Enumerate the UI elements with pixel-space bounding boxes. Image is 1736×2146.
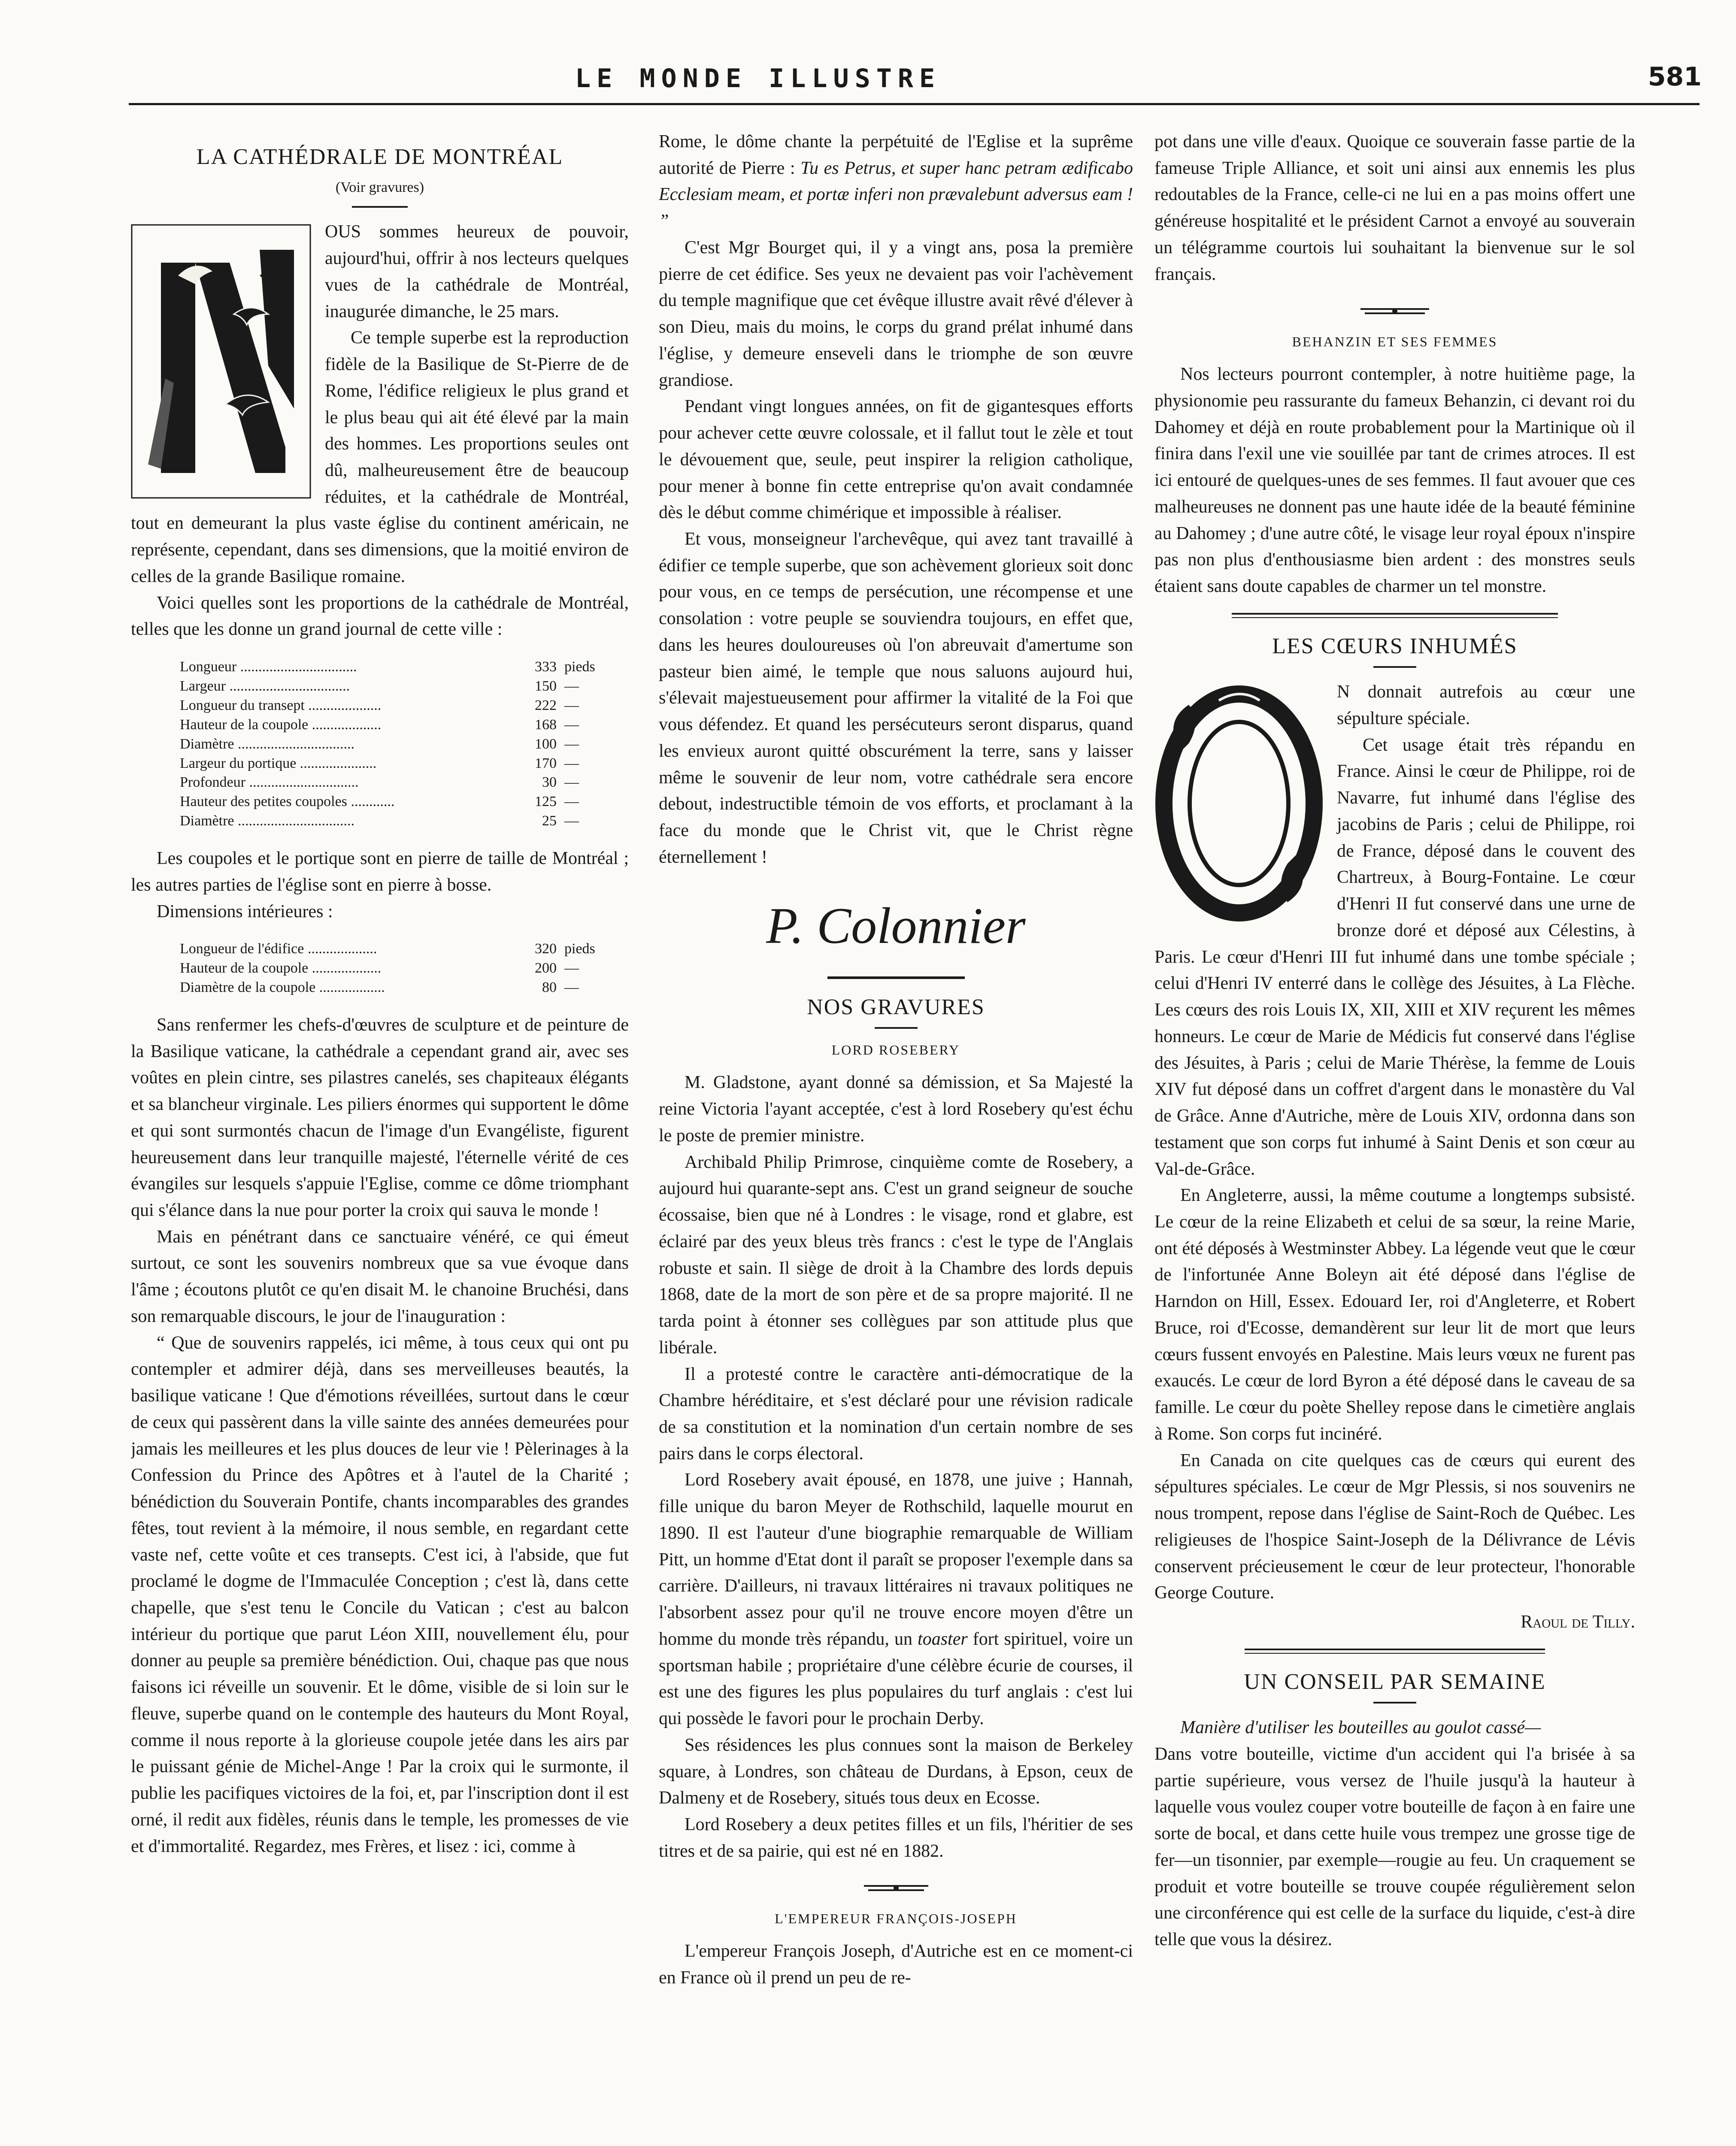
dimension-value: 80 <box>542 979 557 995</box>
text-run: fort spirituel, voire un sportsman habile ; propriétaire d'une célèbre écurie de courses, il est une des figures les plus populaires du turf anglais : c'est lui qui possède le favori pour le prochain Derby. <box>659 1629 1133 1729</box>
article-title-cathedrale: LA CATHÉDRALE DE MONTRÉAL <box>196 145 564 169</box>
dimension-row <box>178 978 597 997</box>
dimension-row <box>178 735 597 754</box>
dimension-label: Longueur ................................ <box>180 659 357 675</box>
dimension-value: 100 <box>535 736 557 752</box>
journal-title: LE MONDE ILLUSTRE <box>575 64 941 94</box>
paragraph: En Angleterre, aussi, la même coutume a longtemps subsisté. Le cœur de la reine Elizabeth et celui de sa sœur, la reine Marie, ont été déposés à Westminster Abbey. La légende veut que le cœur de l'infortunée Anne Boleyn ait été déposé dans l'église de Harndon on Hill, Essex. Edouard Ier, roi d'Angleterre, et Robert Bruce, roi d'Ecosse, demandèrent sur leur lit de mort que leurs cœurs fussent envoyés en Palestine. Mais leurs vœux ne furent pas exaucés. Le cœur de lord Byron a été déposé dans le caveau de sa famille. Le cœur du poète Shelley repose dans le cimetière anglais à Rome. Son corps fut incinéré. <box>1154 1185 1635 1444</box>
dimension-unit: — <box>564 736 579 752</box>
dimension-label: Longueur du transept .................... <box>180 697 382 713</box>
dimension-row <box>178 959 597 978</box>
emphasis: toaster <box>918 1629 968 1649</box>
latin-quote: Tu es Petrus, et super hanc petram ædificabo Ecclesiam meam, et portæ inferi non prævalebunt adversus eam ! ” <box>659 158 1133 231</box>
dimension-label: Profondeur .............................. <box>180 774 359 791</box>
advice-subtitle: Manière d'utiliser les bouteilles au goulot cassé— <box>1180 1718 1541 1738</box>
paragraph: Mais en pénétrant dans ce sanctuaire vénéré, ce qui émeut surtout, ce sont les souvenirs nombreux que sa vue évoque dans l'âme ; écoutons plutôt ce qu'en disait M. le chanoine Bruchési, dans son remarquable discours, le jour de l'inauguration : <box>131 1227 629 1326</box>
paragraph <box>659 1467 1133 1732</box>
paragraph: Voici quelles sont les proportions de la cathédrale de Montréal, telles que les donne un grand journal de cette ville : <box>131 593 629 640</box>
dimension-label: Hauteur des petites coupoles ............ <box>180 794 395 810</box>
dimension-row <box>178 754 597 773</box>
paragraph: Dans votre bouteille, victime d'un accident qui l'a brisée à sa partie supérieure, vous versez de l'huile jusqu'à la hauteur à laquelle vous voulez couper votre bouteille de façon à en faire une sorte de bocal, et dans cette huile vous trempez une grosse tige de fer—un tisonnier, par exemple—rougie au feu. Un craquement se produit et votre bouteille se trouve coupée régulièrement selon une circonférence qui est celle de la surface du liquide, c'est-à dire telle que vous la désirez. <box>1154 1744 1635 1950</box>
section-subtitle: BEHANZIN ET SES FEMMES <box>1292 334 1498 350</box>
dimension-value: 200 <box>535 960 557 976</box>
title-rule <box>1373 1702 1416 1703</box>
column-1 <box>131 129 629 2146</box>
section-subtitle: LORD ROSEBERY <box>831 1042 960 1058</box>
dimension-label: Diamètre ................................ <box>180 736 354 752</box>
dimension-row <box>178 677 597 696</box>
dimension-value: 125 <box>535 794 557 810</box>
dimension-label: Hauteur de la coupole ................... <box>180 716 382 733</box>
dimension-value: 170 <box>535 755 557 771</box>
paragraph: En Canada on cite quelques cas de cœurs qui eurent des sépultures spéciales. Le cœur de Mgr Plessis, si nos souvenirs ne nous trompent, repose dans l'église de Saint-Roch de Québec. Les religieuses de l'hospice Saint-Joseph de la Délivrance de Lévis conservent précieusement le cœur de leur protecteur, l'honorable George Couture. <box>1154 1450 1635 1603</box>
column-3 <box>1154 129 1635 2146</box>
paragraph: M. Gladstone, ayant donné sa démission, et Sa Majesté la reine Victoria l'ayant acceptée, c'est à lord Rosebery qu'est échu le poste de premier ministre. <box>659 1073 1133 1146</box>
section-title-conseil: UN CONSEIL PAR SEMAINE <box>1244 1669 1546 1694</box>
text-run: Rome, le dôme chante la perpétuité de l'Eglise et la suprême autorité de Pierre : <box>659 132 1133 178</box>
paragraph: C'est Mgr Bourget qui, il y a vingt ans, posa la première pierre de cet édifice. Ses yeux ne devaient pas voir l'achèvement du temple magnifique que cet évêque illustre avait rêvé d'élever à son Dieu, mais du moins, le corps du grand prélat inhumé dans l'église, y demeure enseveli dans le triomphe de son œuvre grandiose. <box>659 237 1133 390</box>
page-number: 581 <box>1648 62 1702 92</box>
dimension-row <box>178 940 597 959</box>
title-rule <box>875 1027 918 1029</box>
dimension-value: 222 <box>535 697 557 713</box>
column-2 <box>659 129 1133 2146</box>
dropcap-n-icon <box>131 224 311 499</box>
paragraph: pot dans une ville d'eaux. Quoique ce souverain fasse partie de la fameuse Triple Alliance, et soit uni ainsi aux ennemis les plus redoutables de la France, celle-ci ne lui en a pas moins offert une généreuse hospitalité et le président Carnot a envoyé au souverain un télégramme courtois lui souhaitant la bienvenue sur le sol français. <box>1154 132 1635 284</box>
ornament-divider <box>1154 300 1635 325</box>
dimension-unit: — <box>564 774 579 791</box>
dimension-row <box>178 658 597 677</box>
dimension-label: Diamètre de la coupole .................. <box>180 979 385 995</box>
dimension-unit: — <box>564 678 579 694</box>
dimension-unit: — <box>564 755 579 771</box>
section-rule <box>1232 613 1558 618</box>
paragraph: Et vous, monseigneur l'archevêque, qui avez tant travaillé à édifier ce temple superbe, que son achèvement glorieux soit donc pour vous, en ce temps de persécution, une récompense et une consolation : votre peuple se souviendra toujours, en effet que, dans les heures douloureuses où l'on abreuvait d'amertume son pasteur bien aimé, le temple que nous saluons aujourd hui, s'élevait majestueusement pour affirmer la vitalité de la Foi que vous défendez. Et quand les persécuteurs seront disparus, quand les envieux auront quitté obscurément la terre, sans y laisser même le souvenir de leur nom, votre cathédrale sera encore debout, indestructible témoin de vos efforts, et proclamant à la face du monde que le Christ vit, que le Christ règne éternellement ! <box>659 529 1133 867</box>
section-rule <box>1245 1649 1545 1654</box>
paragraph: N donnait autrefois au cœur une sépulture spéciale. <box>1337 682 1635 729</box>
paragraph: Dimensions intérieures : <box>157 901 333 921</box>
dimension-value: 150 <box>535 678 557 694</box>
paragraph: L'empereur François Joseph, d'Autriche est en ce moment-ci en France où il prend un peu de re- <box>659 1941 1133 1988</box>
dimension-unit: pieds <box>564 941 595 957</box>
dimension-unit: — <box>564 813 579 829</box>
paragraph <box>659 129 1133 235</box>
interior-dimensions-table <box>178 940 597 997</box>
dimensions-table <box>178 658 597 831</box>
paragraph: Cet usage était très répandu en France. Ainsi le cœur de Philippe, roi de Navarre, fut inhumé dans l'église des jacobins de Paris ; celui de Philippe, roi de France, déposé dans le couvent des Chartreux, à Bourg-Fontaine. Le cœur d'Henri II fut conservé dans une urne de bronze doré et déposé aux Célestins, à Paris. Le cœur d'Henri III fut inhumé dans une tombe spéciale ; celui d'Henri IV enterré dans le collège des Jésuites, à La Flèche. Les cœurs des rois Louis IX, XII, XIII et XIV reçurent les mêmes honneurs. Le cœur de Marie de Médicis fut conservé dans l'église des Jésuites, à Paris ; celui de Marie Thérèse, la femme de Louis XIV fut déposé dans un coffret d'argent dans le monastère du Val de Grâce. Anne d'Autriche, mère de Louis XIV, ordonna dans son testament que son corps fut inhumé à Saint Denis et son cœur au Val-de-Grâce. <box>1154 735 1635 1179</box>
title-rule <box>352 206 408 208</box>
dimension-unit: — <box>564 697 579 713</box>
dimension-label: Hauteur de la coupole ................... <box>180 960 382 976</box>
dimension-unit: — <box>564 979 579 995</box>
paragraph: Ses résidences les plus connues sont la maison de Berkeley square, à Londres, son château de Durdans, à Epson, ceux de Dalmeny et de Rosebery, situés tous deux en Ecosse. <box>659 1735 1133 1808</box>
dimension-unit: — <box>564 960 579 976</box>
signature: P. Colonnier <box>766 897 1026 954</box>
title-rule <box>1373 666 1416 668</box>
article-subtitle: (Voir gravures) <box>335 179 424 196</box>
paragraph: Il a protesté contre le caractère anti-démocratique de la Chambre héréditaire, et s'est déclaré pour une révision radicale de sa constitution et la nomination d'un certain nombre de ses pairs dans le corps électoral. <box>659 1364 1133 1464</box>
paragraph: Lord Rosebery a deux petites filles et un fils, l'héritier de ses titres et de sa pairie, qui est né en 1882. <box>659 1814 1133 1861</box>
signature <box>1154 1609 1635 1636</box>
paragraph: Sans renfermer les chefs-d'œuvres de sculpture et de peinture de la Basilique vaticane, la cathédrale a cependant grand air, avec ses voûtes en plein cintre, ses pilastres canelés, ses chapiteaux élégants et sa blancheur virginale. Les piliers énormes qui supportent le dôme et qui sont surmontés chacun de l'image d'un Evangéliste, figurent heureusement dans leur tranquille majesté, l'éternelle vérité de ces évangiles sur lesquels s'appuie l'Eglise, comme ce dôme triomphant qui s'élance dans la nue pour porter la croix qui sauva le monde ! <box>131 1015 629 1220</box>
paragraph: Archibald Philip Primrose, cinquième comte de Rosebery, a aujourd hui quarante-sept ans. C'est un grand seigneur de souche écossaise, bien que né à Londres : le visage, rond et glabre, est éclairé par des yeux bleus très francs : c'est le type de l'Anglais robuste et sain. Il siège de droit à la Chambre des lords depuis 1868, date de la mort de son père et de sa propre majorité. Il ne tarda point à étonner ses collègues par son attitude plus que libérale. <box>659 1152 1133 1358</box>
dimension-row <box>178 696 597 715</box>
dimension-row <box>178 773 597 792</box>
dimension-value: 333 <box>535 659 557 675</box>
dropcap-o-icon <box>1154 683 1324 924</box>
section-rule <box>827 976 965 979</box>
dimension-unit: — <box>564 794 579 810</box>
paragraph: “ Que de souvenirs rappelés, ici même, à tous ceux qui ont pu contempler et admirer déjà, dans ses merveilleuses beautés, la basilique vaticane ! Que d'émotions réveillées, surtout dans le cœur de ceux qui passèrent dans la ville sainte des années demeurées pour jamais les meilleures et les plus douces de leur vie ! Pèlerinages à la Confession du Prince des Apôtres et à l'autel de la Charité ; bénédiction du Souverain Pontife, chants incomparables des grandes fêtes, tout revient à la mémoire, il nous semble, en regardant cette vaste nef, cette voûte et ces transepts. C'est ici, à l'abside, que fut proclamé le dogme de l'Immaculée Conception ; c'est là, dans cette chapelle, que s'est tenu le Concile du Vatican ; c'est au balcon intérieur du portique que parut Léon XIII, nouvellement élu, pour donner au peuple sa première bénédiction. Oui, chaque pas que nous faisons ici réveille un souvenir. Et le dôme, visible de si loin sur le fleuve, superbe quand on le contemple des hauteurs du Mont Royal, comme il nous reporte à la glorieuse coupole jetée dans les airs par le puissant génie de Michel-Ange ! Par la croix qui le surmonte, il publie les pacifiques victoires de la foi, et, par l'inscription dont il est orné, il redit aux fidèles, réunis dans le temple, les promesses de vie et d'immortalité. Regardez, mes Frères, et lisez : ici, comme à <box>131 1333 629 1856</box>
paragraph: OUS sommes heureux de pouvoir, aujourd'hui, offrir à nos lecteurs quelques vues de la cathédrale de Montréal, inaugurée dimanche, le 25 mars. <box>325 222 629 321</box>
dimension-label: Largeur du portique ..................... <box>180 755 377 771</box>
dimension-unit: — <box>564 716 579 733</box>
dimension-label: Longueur de l'édifice ................... <box>180 941 377 957</box>
paragraph: Ce temple superbe est la reproduction fidèle de la Basilique de St-Pierre de de Rome, l'édifice religieux le plus grand et le plus beau qui ait été élevé par la main des hommes. Les proportions seules ont dû, malheureusement être de beaucoup réduites, et la cathédrale de Montréal, tout en demeurant la plus vaste église du continent américain, ne représente, cependant, dans ses dimensions, que la moitié environ de celles de la grande Basilique romaine. <box>131 328 629 586</box>
text-run: Lord Rosebery avait épousé, en 1878, une juive ; Hannah, fille unique du baron Meyer de Rothschild, laquelle mourut en 1890. Il est l'auteur d'une biographie remarquable de William Pitt, un homme d'Etat dont il paraît se proposer l'exemple dans sa carrière. D'ailleurs, ni travaux littéraires ni travaux politiques ne l'absorbent assez pour qu'il ne trouve encore moyen d'être un homme du monde très répandu, un <box>659 1470 1133 1649</box>
dimension-row <box>178 715 597 735</box>
dimension-value: 320 <box>535 941 557 957</box>
section-title-coeurs: LES CŒURS INHUMÉS <box>1272 633 1518 658</box>
paragraph: Pendant vingt longues années, on fit de gigantesques efforts pour achever cette œuvre colossale, et il fallut tout le zèle et tout le dévouement que, seule, peut inspirer la religion catholique, pour mener à bonne fin cette entreprise qu'on avait condamnée dès le début comme chimérique et impossible à réaliser. <box>659 397 1133 523</box>
paragraph: Nos lecteurs pourront contempler, à notre huitième page, la physionomie peu rassurante du fameux Behanzin, ci devant roi du Dahomey et déjà en route probablement pour la Martinique où il finira dans l'exil une vie souillée par tant de crimes atroces. Il est ici entouré de quelques-unes de ses femmes. Il faut avouer que ces malheureuses ne donnent pas une haute idée de la beauté féminine au Dahomey ; d'une autre côté, le visage leur royal époux n'inspire pas non plus d'enthousiasme bien ardent : des monstres seuls étaient sans doute capables de charmer un tel monstre. <box>1154 364 1635 597</box>
ornament-divider <box>659 1876 1133 1902</box>
paragraph: Les coupoles et le portique sont en pierre de taille de Montréal ; les autres parties de l'église sont en pierre à bosse. <box>131 849 629 895</box>
dimension-row <box>178 812 597 831</box>
dimension-value: 25 <box>542 813 557 829</box>
section-title-nos-gravures: NOS GRAVURES <box>807 994 985 1019</box>
section-subtitle: L'EMPEREUR FRANÇOIS-JOSEPH <box>775 1911 1017 1927</box>
dimension-row <box>178 792 597 812</box>
signature-text: Raoul de Tilly. <box>1521 1612 1635 1632</box>
dimension-label: Diamètre ................................ <box>180 813 354 829</box>
dimension-value: 30 <box>542 774 557 791</box>
dimension-unit: pieds <box>564 659 595 675</box>
dimension-label: Largeur ................................. <box>180 678 350 694</box>
dimension-value: 168 <box>535 716 557 733</box>
